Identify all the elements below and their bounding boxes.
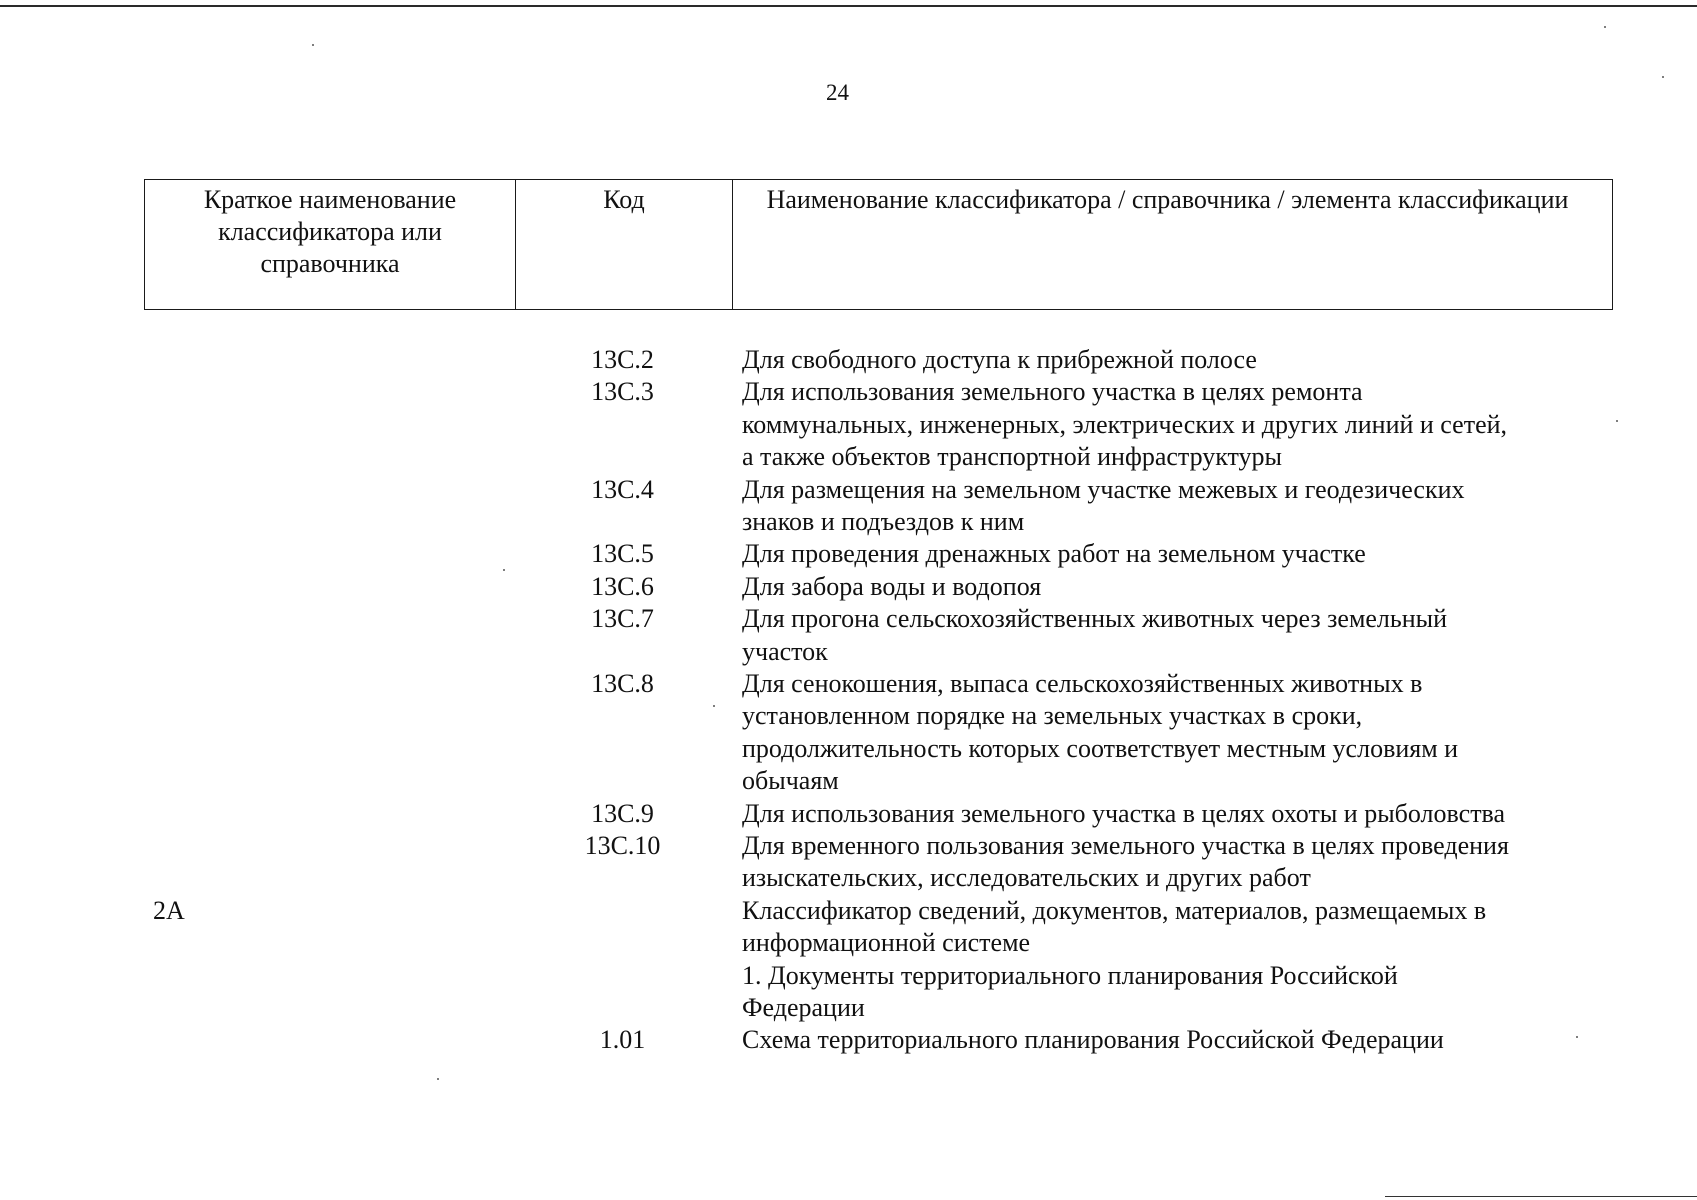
row-name (742, 960, 1622, 1025)
row-code: 13С.4 (591, 474, 654, 504)
table-row (0, 830, 1697, 895)
row-name-line: обычаям (742, 766, 839, 796)
table-body (0, 344, 1697, 1057)
row-name (742, 538, 1622, 570)
row-name-line: Для использования земельного участка в целях охоты и рыболовства (742, 798, 1506, 828)
row-name (742, 830, 1622, 895)
bottom-scan-rule (1385, 1196, 1697, 1197)
table-row (0, 538, 1697, 570)
table-row (0, 1024, 1697, 1056)
table-header (144, 179, 1613, 310)
scan-speck (503, 569, 505, 571)
row-code: 13С.10 (584, 830, 661, 860)
table-row (0, 376, 1697, 473)
header-code: Код (516, 180, 733, 309)
row-name-line: Для прогона сельскохозяйственных животных через земельный (742, 604, 1448, 634)
table-row (0, 474, 1697, 539)
row-name-line: изыскательских, исследовательских и других работ (742, 863, 1311, 893)
row-short-name: 2А (153, 895, 185, 925)
row-code: 13С.8 (591, 668, 654, 698)
row-name (742, 668, 1622, 798)
row-name-line: коммунальных, инженерных, электрических и других линий и сетей, (742, 409, 1508, 439)
scan-speck (312, 44, 314, 46)
row-code: 13С.3 (591, 377, 654, 407)
table-row (0, 603, 1697, 668)
row-name (742, 1024, 1622, 1056)
row-name-line: Для свободного доступа к прибрежной полосе (742, 345, 1257, 374)
row-name-line: Для забора воды и водопоя (742, 571, 1042, 601)
row-code: 13С.6 (591, 571, 654, 601)
row-name (742, 603, 1622, 668)
table-row (0, 895, 1697, 960)
row-name-line: установленном порядке на земельных участках в сроки, (742, 701, 1363, 731)
scan-speck (713, 705, 715, 707)
table-row (0, 798, 1697, 830)
table-row (0, 668, 1697, 798)
row-name-line: продолжительность которых соответствует местным условиям и (742, 733, 1459, 763)
scan-speck (1616, 420, 1618, 422)
row-name (742, 376, 1622, 473)
row-name-line: 1. Документы территориального планирования Российской (742, 960, 1398, 990)
row-name-line: информационной системе (742, 928, 1031, 958)
row-name-line: Для использования земельного участка в целях ремонта (742, 377, 1363, 407)
row-name-line: Для временного пользования земельного участка в целях проведения (742, 830, 1509, 860)
row-name (742, 474, 1622, 539)
table-row (0, 571, 1697, 603)
row-code: 13С.9 (591, 798, 654, 828)
header-short-name: Краткое наименование классификатора или справочника (145, 180, 516, 309)
row-code: 13С.5 (591, 539, 654, 569)
scan-speck (1576, 1036, 1578, 1038)
row-name-line: участок (742, 636, 828, 666)
row-name-line: Для размещения на земельном участке межевых и геодезических (742, 474, 1465, 504)
row-name-line: знаков и подъездов к ним (742, 506, 1025, 536)
scan-speck (1662, 76, 1664, 78)
row-code: 1.01 (599, 1025, 646, 1055)
header-name: Наименование классификатора / справочника / элемента классификации (766, 185, 1569, 214)
table-row (0, 960, 1697, 1025)
scan-speck (1604, 26, 1606, 28)
row-name (742, 895, 1622, 960)
row-name-line: а также объектов транспортной инфраструктуры (742, 442, 1283, 472)
row-code: 13С.2 (591, 345, 654, 374)
row-name (742, 344, 1622, 376)
page-number: 24 (826, 80, 849, 105)
row-name-line: Для сенокошения, выпаса сельскохозяйственных животных в (742, 668, 1423, 698)
row-name-line: Схема территориального планирования Российской Федерации (742, 1025, 1444, 1055)
row-name-line: Классификатор сведений, документов, материалов, размещаемых в (742, 895, 1487, 925)
top-scan-rule (0, 5, 1697, 7)
row-name-line: Федерации (742, 992, 865, 1022)
row-name-line: Для проведения дренажных работ на земельном участке (742, 539, 1366, 569)
row-name (742, 571, 1622, 603)
row-name (742, 798, 1622, 830)
row-code: 13С.7 (591, 604, 654, 634)
table-row (0, 344, 1697, 376)
scan-speck (437, 1078, 439, 1080)
